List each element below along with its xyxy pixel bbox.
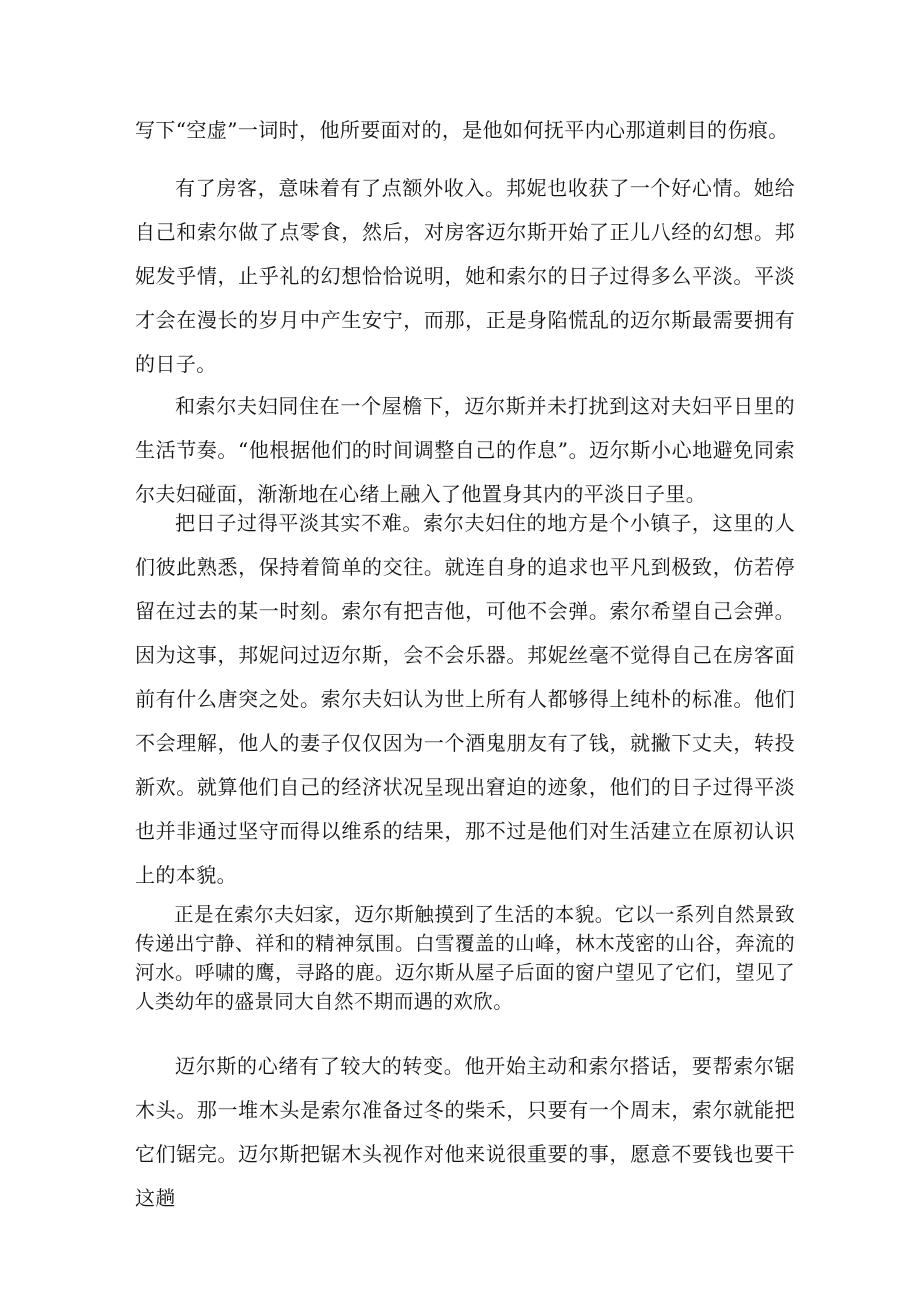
paragraph-continuation: 写下“空虚”一词时，他所要面对的，是他如何抚平内心那道刺目的伤痕。 xyxy=(135,118,789,142)
paragraph-same-roof: 和索尔夫妇同住在一个屋檐下，迈尔斯并未打扰到这对夫妇平日里的生活节奏。“他根据他们的时间调整自己的作息”。迈尔斯小心地避免同索尔夫妇碰面，渐渐地在心绪上融入了他置身其内的平淡日子里。 xyxy=(135,394,795,506)
paragraph-mood-change: 迈尔斯的心绪有了较大的转变。他开始主动和索尔搭话，要帮索尔锯木头。那一堆木头是索尔准备过冬的柴禾，只要有一个周末，索尔就能把它们锯完。迈尔斯把锯木头视作对他来说很重要的事，愿意不要钱也要干这趟 xyxy=(135,1054,795,1210)
paragraph-plain-days: 把日子过得平淡其实不难。索尔夫妇住的地方是个小镇子，这里的人们彼此熟悉，保持着简单的交往。就连自身的追求也平凡到极致，仿若停留在过去的某一时刻。索尔有把吉他，可他不会弹。索尔希望自己会弹。因为这事，邦妮问过迈尔斯，会不会乐器。邦妮丝毫不觉得自己在房客面前有什么唐突之处。索尔夫妇认为世上所有人都够得上纯朴的标准。他们不会理解，他人的妻子仅仅因为一个酒鬼朋友有了钱，就撇下丈夫，转投新欢。就算他们自己的经济状况呈现出窘迫的迹象，他们的日子过得平淡也并非通过坚守而得以维系的结果，那不过是他们对生活建立在原初认识上的本貌。 xyxy=(135,511,795,887)
paragraph-lodger-income: 有了房客，意味着有了点额外收入。邦妮也收获了一个好心情。她给自己和索尔做了点零食，然后，对房客迈尔斯开始了正儿八经的幻想。邦妮发乎情，止乎礼的幻想恰恰说明，她和索尔的日子过得多么平淡。平淡才会在漫长的岁月中产生安宁，而那，正是身陷慌乱的迈尔斯最需要拥有的日子。 xyxy=(135,176,795,376)
paragraph-nature-scene: 正是在索尔夫妇家，迈尔斯触摸到了生活的本貌。它以一系列自然景致传递出宁静、祥和的精神氛围。白雪覆盖的山峰，林木茂密的山谷，奔流的河水。呼啸的鹰，寻路的鹿。迈尔斯从屋子后面的窗户望见了它们，望见了人类幼年的盛景同大自然不期而遇的欢欣。 xyxy=(135,903,795,1013)
